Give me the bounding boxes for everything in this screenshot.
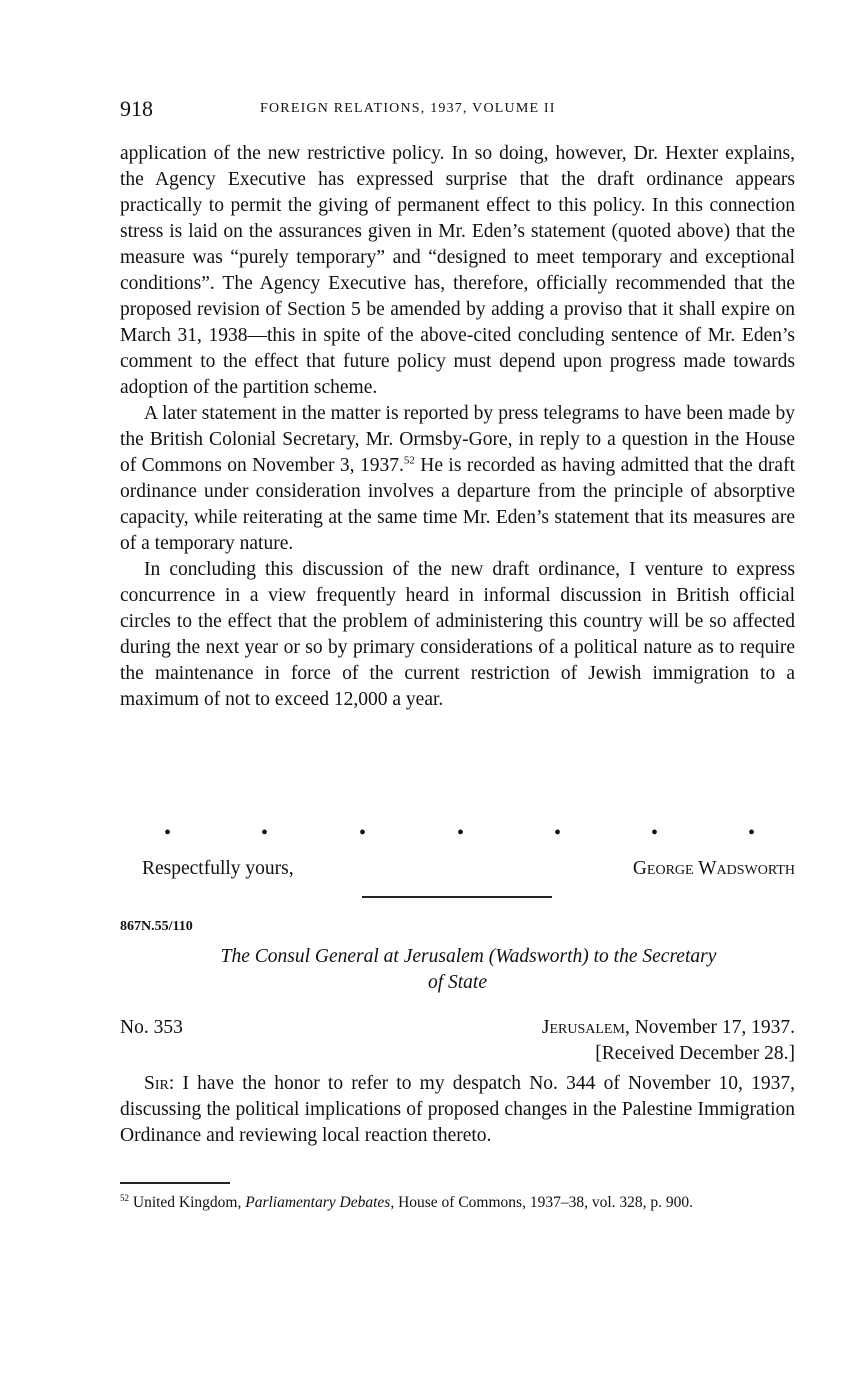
date: , November 17, 1937. [624, 1017, 795, 1038]
signature: George Wadsworth [632, 858, 795, 879]
footnote-text-b: , House of Commons, 1937–38, vol. 328, p. 900. [390, 1194, 694, 1211]
second-despatch-text: : I have the honor to refer to my despatch No. 344 of November 10, 1937, discussing the political implications of proposed changes in the Palestine Immigration Ordinance and reviewing local reaction thereto. [120, 1073, 795, 1146]
despatch-number: No. 353 [120, 1017, 183, 1038]
footnote-ref-52: 52 [403, 454, 415, 467]
footnote-divider [120, 1182, 230, 1184]
footnote-text-a: United Kingdom, [129, 1194, 246, 1211]
footnote-title: Parliamentary Debates [245, 1194, 391, 1211]
ellipsis-dot: • [164, 822, 172, 844]
ellipsis-dot: • [457, 822, 465, 844]
ellipsis-dot: • [261, 822, 269, 844]
running-head: FOREIGN RELATIONS, 1937, VOLUME II [260, 101, 556, 116]
document-heading [120, 944, 795, 996]
section-divider [362, 896, 552, 898]
paragraph-2-text-b: He is recorded as having admitted that the draft ordinance under consideration involves a departure from the principle of absorptive capacity, while reiterating at the same time Mr. Eden’s statement that its measures are of a temporary nature. [120, 455, 795, 554]
second-despatch-body [120, 1071, 795, 1149]
ellipsis-row [120, 822, 795, 842]
salutation-sir: Sir [144, 1073, 169, 1094]
closing-salutation: Respectfully yours, [142, 858, 294, 879]
paragraph-2-text-a: A later statement in the matter is reported by press telegrams to have been made by the British Colonial Secretary, Mr. Ormsby-Gore, in reply to a question in the House of Commons on November 3, 1937. [120, 403, 795, 476]
file-reference: 867N.55/110 [120, 919, 193, 934]
ellipsis-dot: • [359, 822, 367, 844]
place: Jerusalem [541, 1017, 625, 1038]
second-despatch-paragraph [120, 1071, 795, 1149]
page-number: 918 [120, 96, 153, 121]
heading-line-1: The Consul General at Jerusalem (Wadsworth) to the Secretary [220, 946, 717, 967]
paragraph-1: application of the new restrictive policy. In so doing, however, Dr. Hexter explains, the Agency Executive has expressed surprise that the draft ordinance appears practically to permit the giving of permanent effect to this policy. In this connection stress is laid on the assurances given in Mr. Eden’s statement (quoted above) that the measure was “purely temporary” and “designed to meet temporary and exceptional conditions”. The Agency Executive has, therefore, officially recommended that the proposed revision of Section 5 be amended by adding a proviso that it shall expire on March 31, 1938—this in spite of the above-cited concluding sentence of Mr. Eden’s comment to the effect that future policy must depend upon progress made towards adoption of the partition scheme. [120, 143, 795, 398]
ellipsis-dot: • [554, 822, 562, 844]
received-note: [Received December 28.] [595, 1043, 795, 1064]
ellipsis-dot: • [651, 822, 659, 844]
paragraph-2 [120, 401, 795, 557]
place-and-date [542, 1015, 795, 1041]
footnote [120, 1193, 795, 1212]
page-header [120, 96, 795, 124]
despatch-body [120, 141, 795, 713]
ellipsis-dot: • [748, 822, 756, 844]
footnote-marker: 52 [120, 1192, 129, 1203]
heading-line-2: of State [427, 972, 488, 993]
paragraph-3: In concluding this discussion of the new draft ordinance, I venture to express concurrence in a view frequently heard in informal discussion in British official circles to the effect that the problem of administering this country will be so affected during the next year or so by primary considerations of a political nature as to require the maintenance in force of the current restriction of Jewish immigration to a maximum of not to exceed 12,000 a year. [120, 559, 795, 710]
